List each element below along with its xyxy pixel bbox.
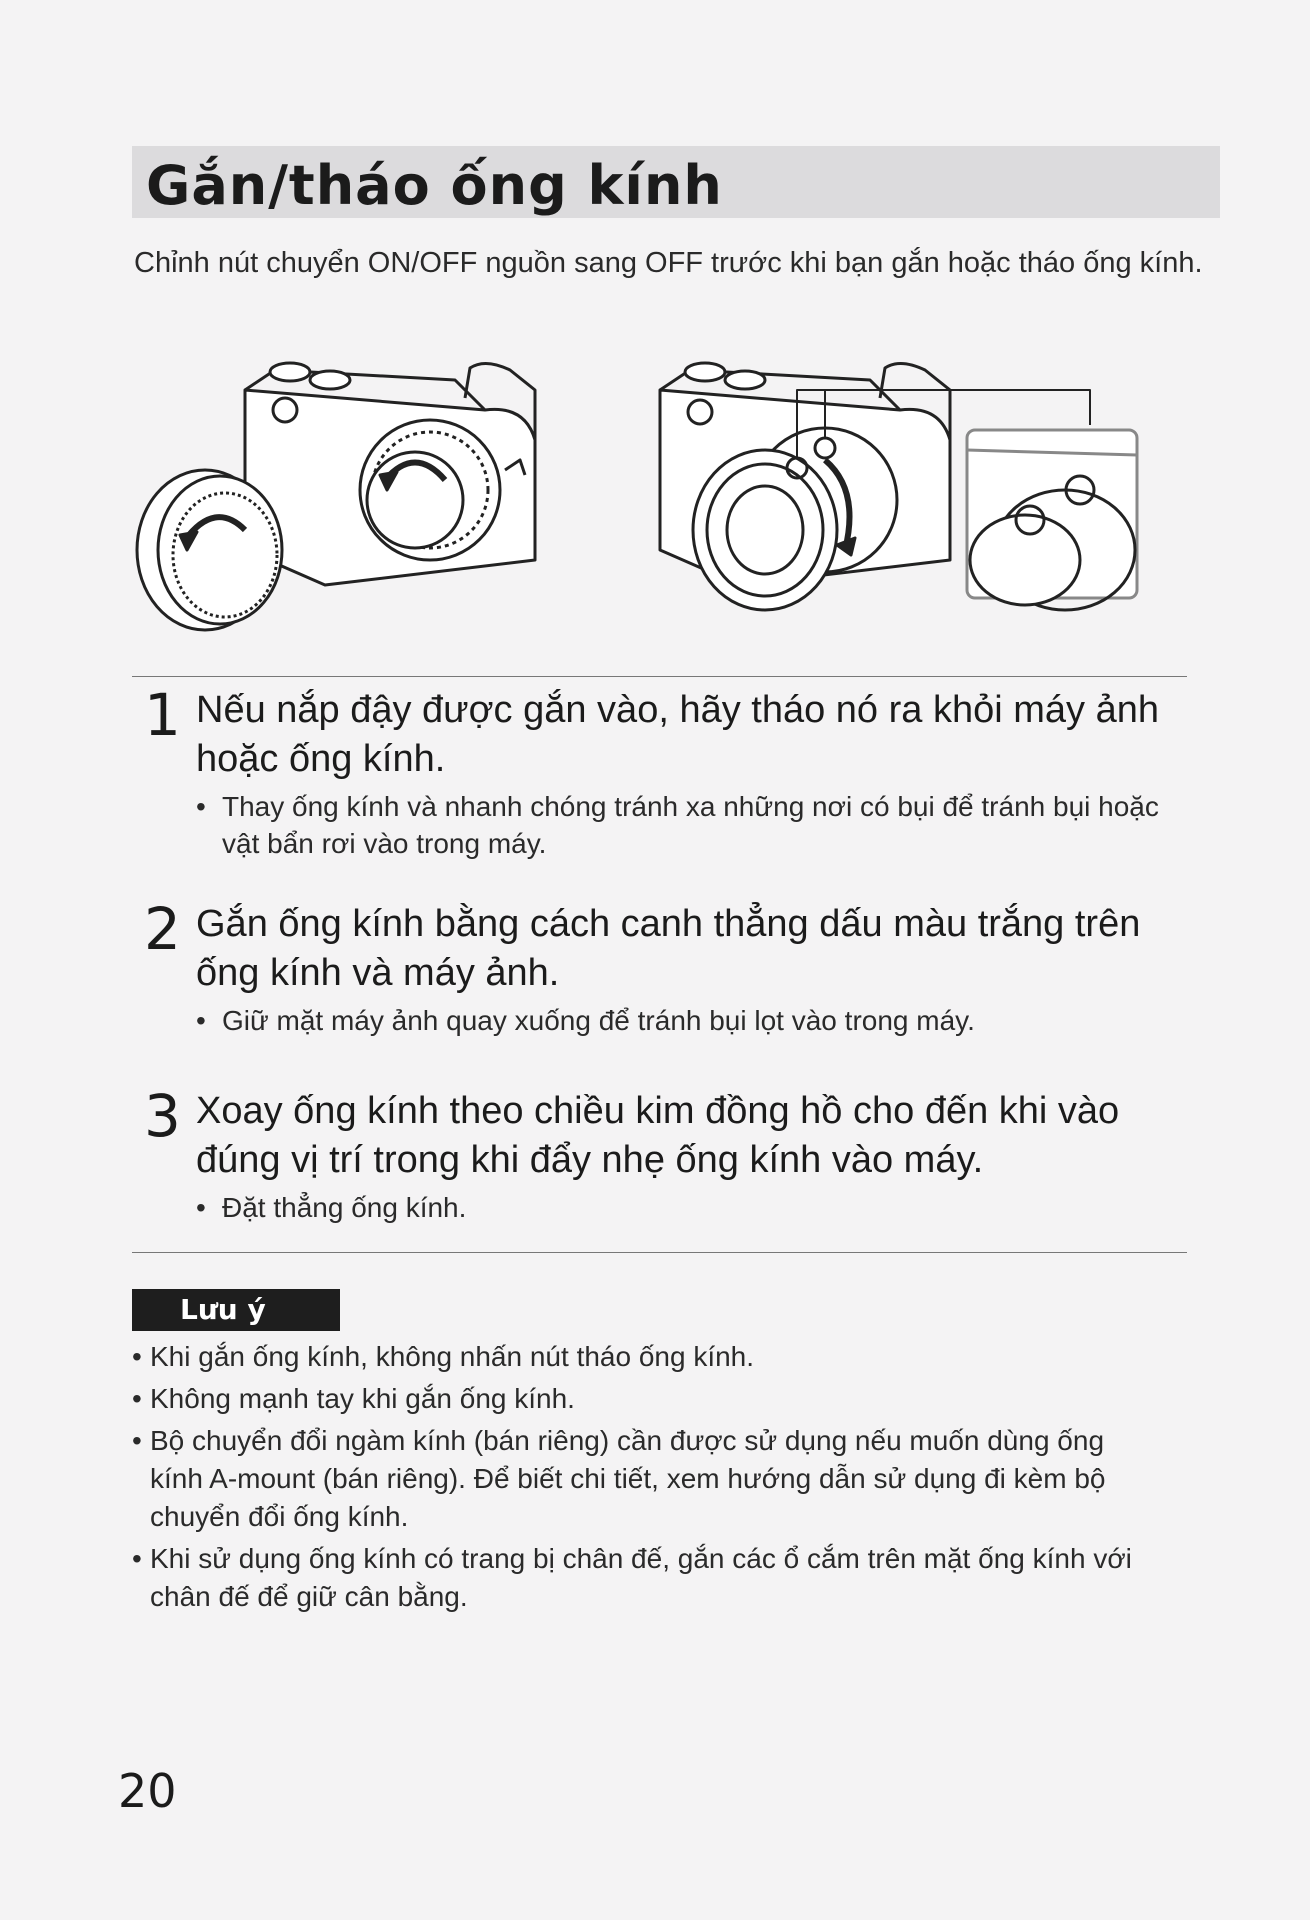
step-note: • Thay ống kính và nhanh chóng tránh xa những nơi có bụi để tránh bụi hoặc vật bẩn rơi vào trong máy. <box>196 788 1202 862</box>
page-number: 20 <box>118 1764 177 1818</box>
step-number: 2 <box>144 895 181 963</box>
step-heading: Gắn ống kính bằng cách canh thẳng dấu màu trắng trên ống kính và máy ảnh. <box>196 903 1141 994</box>
caution-label: Lưu ý <box>132 1289 340 1331</box>
caution-item: • Khi gắn ống kính, không nhấn nút tháo ống kính. <box>132 1338 1152 1376</box>
camera-lens-illustration <box>125 350 1185 650</box>
step-heading: Xoay ống kính theo chiều kim đồng hồ cho đến khi vào đúng vị trí trong khi đẩy nhẹ ống kính vào máy. <box>196 1090 1120 1181</box>
section-title-bar <box>132 146 1220 218</box>
caution-item: • Khi sử dụng ống kính có trang bị chân đế, gắn các ổ cắm trên mặt ống kính với chân đế để giữ cân bằng. <box>132 1540 1152 1616</box>
divider-bottom <box>132 1252 1187 1253</box>
step-note: • Đặt thẳng ống kính. <box>196 1189 1202 1226</box>
step-number: 1 <box>144 681 181 749</box>
step-note: • Giữ mặt máy ảnh quay xuống để tránh bụi lọt vào trong máy. <box>196 1002 1202 1039</box>
divider-top <box>132 676 1187 677</box>
caution-item: • Không mạnh tay khi gắn ống kính. <box>132 1380 1152 1418</box>
inset-detail-icon <box>967 430 1137 610</box>
intro-text: Chỉnh nút chuyển ON/OFF nguồn sang OFF trước khi bạn gắn hoặc tháo ống kính. <box>134 247 1203 279</box>
page-title: Gắn/tháo ống kính <box>146 154 723 217</box>
step-heading: Nếu nắp đậy được gắn vào, hãy tháo nó ra khỏi máy ảnh hoặc ống kính. <box>196 689 1159 780</box>
caution-item: • Bộ chuyển đổi ngàm kính (bán riêng) cần được sử dụng nếu muốn dùng ống kính A-mount (bán riêng). Để biết chi tiết, xem hướng dẫn sử dụng đi kèm bộ chuyển đổi ống kính. <box>132 1422 1152 1536</box>
caution-list <box>132 1338 1152 1620</box>
step-number: 3 <box>144 1082 181 1150</box>
lens-rear-cap-icon <box>137 470 282 630</box>
camera-body-left-icon <box>245 363 535 585</box>
